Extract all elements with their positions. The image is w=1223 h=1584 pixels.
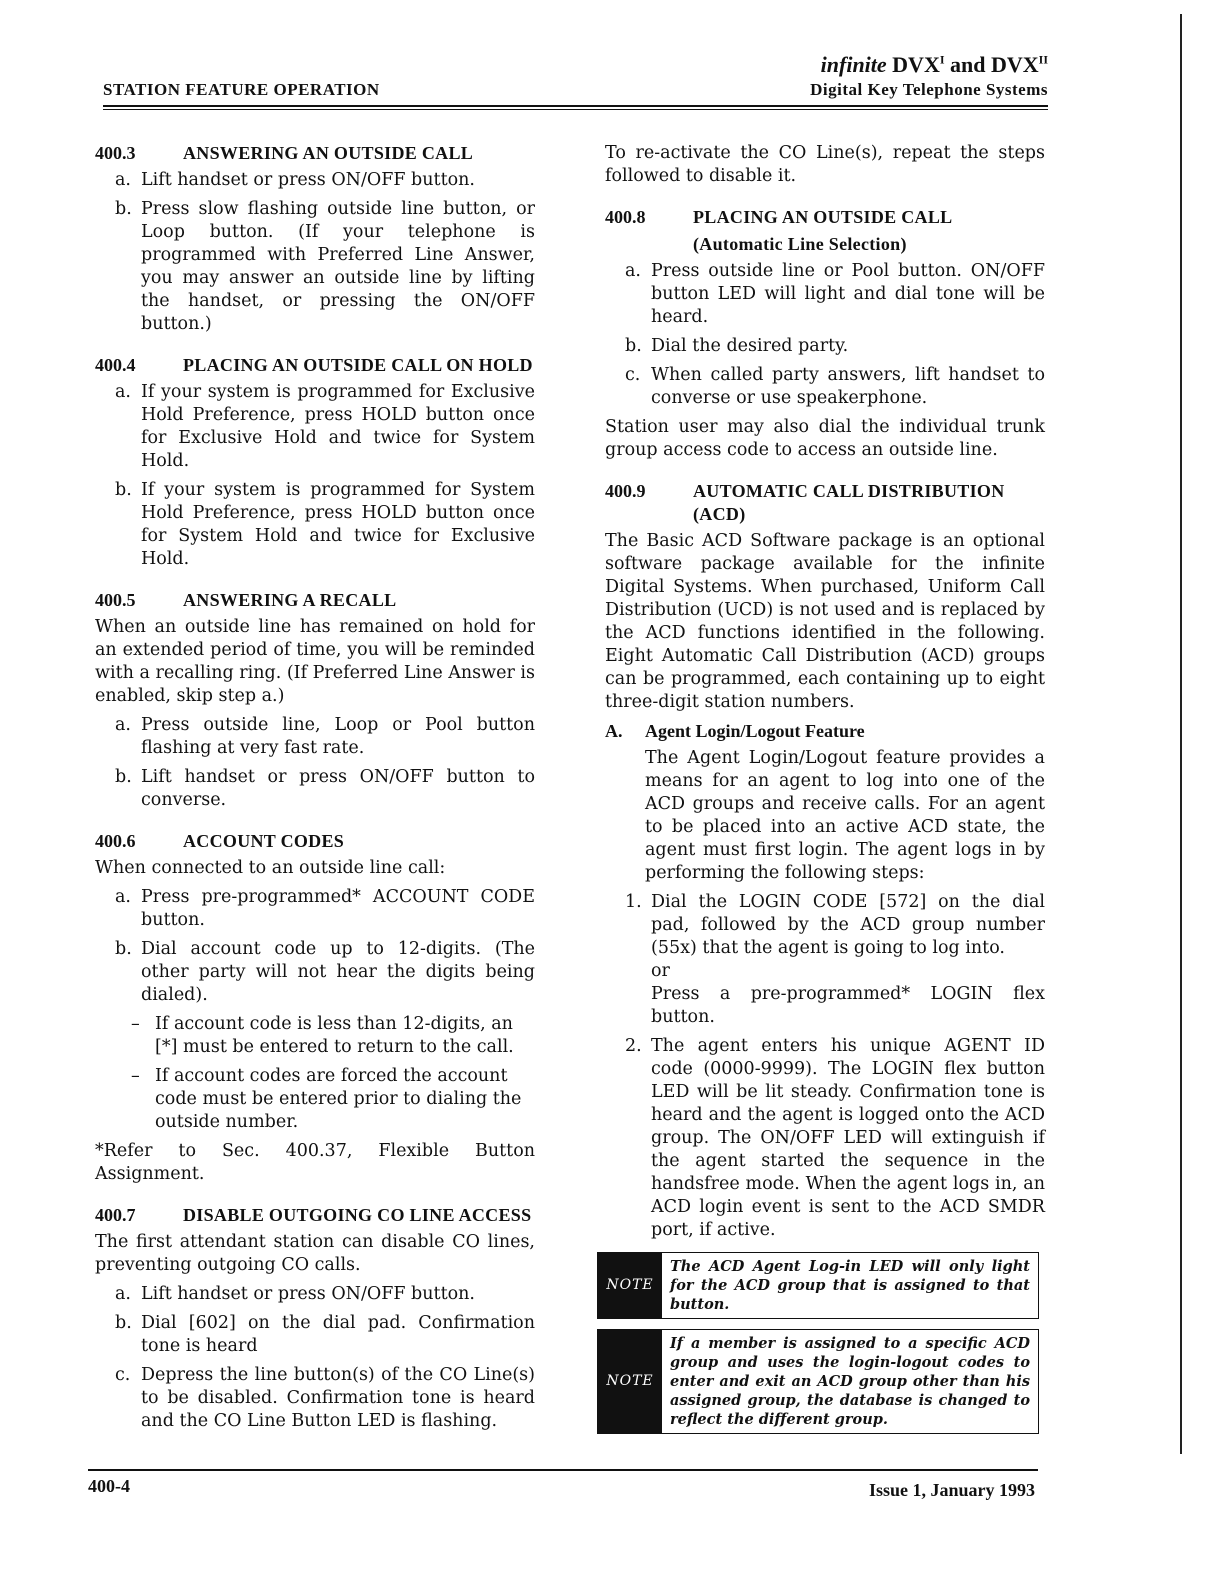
page-edge-line [1180,14,1182,1454]
list-item: a. If your system is programmed for Exclusive Hold Preference, press HOLD button once for Exclusive Hold and twice for System Hold. [115,382,535,471]
note-box [597,1329,1039,1434]
note-box [597,1252,1039,1319]
dash-item: – If account code is less than 12-digits, an [*] must be entered to return to the call. [131,1014,514,1057]
paragraph: The Agent Login/Logout feature provides a means for an agent to log into one of the ACD groups and receive calls. For an agent to be placed into an active ACD state, the agent must first login. The agent logs in by performing the following steps: [645,748,1045,883]
note-text: The ACD Agent Log-in LED will only light for the ACD group that is assigned to that button. [670,1258,1030,1313]
section-heading: 400.7 DISABLE OUTGOING CO LINE ACCESS [95,1205,532,1225]
section-heading: 400.3 ANSWERING AN OUTSIDE CALL [95,143,474,163]
page-number: 400-4 [88,1476,130,1496]
product-subtitle: Digital Key Telephone Systems [810,80,1048,99]
right-column [605,142,1045,1434]
list-item: a. Press outside line, Loop or Pool button flashing at very fast rate. [115,715,535,758]
subsection-heading: A. Agent Login/Logout Feature [605,721,865,741]
issue-date: Issue 1, January 1993 [868,1480,1035,1500]
list-item: a. Press pre-programmed* ACCOUNT CODE button. [115,887,535,930]
section-heading: 400.5 ANSWERING A RECALL [95,590,397,610]
section-heading-sub: (Automatic Line Selection) [693,234,907,254]
paragraph: Station user may also dial the individual trunk group access code to access an outside line. [605,417,1045,460]
list-item: a. Press outside line or Pool button. ON/OFF button LED will light and dial tone will be heard. [625,261,1045,327]
footnote: *Refer to Sec. 400.37, Flexible Button Assignment. [95,1141,535,1184]
list-item: c. Depress the line button(s) of the CO Line(s) to be disabled. Confirmation tone is heard and the CO Line Button LED is flashing. [115,1365,535,1431]
list-item: b. Press slow flashing outside line button, or Loop button. (If your telephone is programmed with Preferred Line Answer, you may answer an outside line by lifting the handset, or pressing the ON/OFF button.) [115,199,535,334]
footer-rule [88,1469,1038,1471]
dash-item: – If account codes are forced the account code must be entered prior to dialing the outside number. [131,1066,522,1132]
header-rule-thin [103,109,1048,110]
section-heading: 400.8 PLACING AN OUTSIDE CALL [605,207,953,227]
list-item: b. Dial account code up to 12-digits. (The other party will not hear the digits being dialed). [115,939,535,1005]
paragraph: The Basic ACD Software package is an optional software package available for the infinite Digital Systems. When purchased, Uniform Call Distribution (UCD) is not used and is replaced by the ACD functions identified in the following. Eight Automatic Call Distribution (ACD) groups can be programmed, each containing up to eight three-digit station numbers. [605,531,1045,712]
note-label: NOTE [598,1330,662,1433]
section-heading: 400.4 PLACING AN OUTSIDE CALL ON HOLD [95,355,533,375]
list-item: b. If your system is programmed for System Hold Preference, press HOLD button once for System Hold and twice for Exclusive Hold. [115,480,535,569]
running-header-right [810,52,1048,100]
paragraph: When connected to an outside line call: [95,858,446,878]
note-text: If a member is assigned to a specific ACD group and uses the login-logout codes to enter and exit an ACD group other than his assigned group, the database is changed to reflect the different group. [670,1335,1030,1428]
list-item: 2. The agent enters his unique AGENT ID code (0000-9999). The LOGIN flex button LED will be lit steady. Confirmation tone is heard and the agent is logged onto the ACD group. The ON/OFF LED will extinguish if the agent started the sequence in the handsfree mode. When the agent logs in, an ACD login event is sent to the ACD SMDR port, if active. [625,1036,1045,1240]
list-item: b. Dial the desired party. [625,336,849,356]
section-heading: 400.9 AUTOMATIC CALL DISTRIBUTION (ACD) [605,481,1005,524]
left-column [95,142,535,1439]
paragraph: When an outside line has remained on hold for an extended period of time, you will be reminded with a recalling ring. (If Preferred Line Answer is enabled, skip step a.) [95,617,535,706]
list-item: 1. Dial the LOGIN CODE [572] on the dial pad, followed by the ACD group number (55x) that the agent is going to log into. or Press a pre-programmed* LOGIN flex button. [625,892,1045,1027]
list-item: c. When called party answers, lift handset to converse or use speakerphone. [625,365,1045,408]
note-label: NOTE [598,1253,662,1318]
paragraph: The first attendant station can disable CO lines, preventing outgoing CO calls. [95,1232,535,1275]
product-name: infinite $DVX^I$ and $DVX^{II}$ [820,52,1048,77]
list-item: b. Dial [602] on the dial pad. Confirmation tone is heard [115,1313,535,1356]
list-item: a. Lift handset or press ON/OFF button. [115,170,475,190]
list-item: b. Lift handset or press ON/OFF button to converse. [115,767,535,810]
header-rule [103,105,1048,107]
list-item: a. Lift handset or press ON/OFF button. [115,1284,475,1304]
section-heading: 400.6 ACCOUNT CODES [95,831,345,851]
running-header-left: STATION FEATURE OPERATION [103,80,380,99]
paragraph: To re-activate the CO Line(s), repeat the steps followed to disable it. [605,143,1045,186]
